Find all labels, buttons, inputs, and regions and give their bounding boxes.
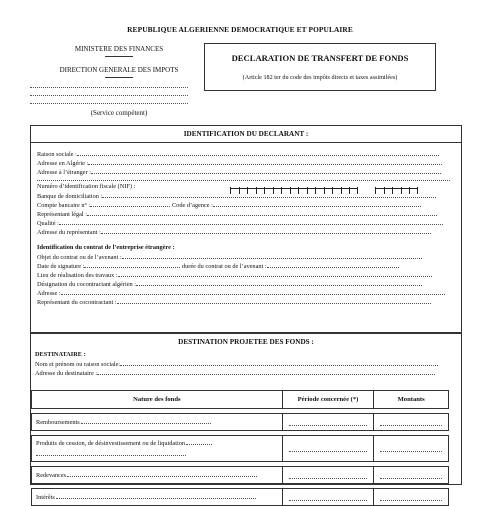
lieu-field[interactable] (118, 271, 432, 277)
date-signature-field[interactable] (84, 262, 180, 268)
objet-field[interactable] (122, 253, 422, 259)
adresse-representant-field[interactable] (101, 228, 431, 234)
compte-field[interactable] (90, 201, 170, 207)
address-line-1[interactable] (30, 87, 188, 88)
lieu-label: Lieu de réalisation des travaux : (37, 272, 118, 279)
adresse-cocontractant-row[interactable] (37, 289, 445, 298)
montant-field[interactable] (380, 419, 442, 426)
nif-boxes-main[interactable] (230, 181, 358, 189)
header-montants: Montants (374, 391, 449, 409)
title-box (204, 43, 436, 91)
adresse-cocontractant-label: Adresse : (37, 290, 61, 297)
row-label: Remboursements (36, 419, 80, 426)
republic-heading: REPUBLIQUE ALGERIENNE DEMOCRATIQUE ET POPULAIRE (127, 25, 353, 34)
adresse-representant-row[interactable] (37, 228, 431, 237)
table-row (32, 414, 449, 431)
destination-heading: DESTINATION PROJETEE DES FONDS : (178, 338, 314, 346)
adresse-destinataire-field[interactable] (97, 369, 435, 375)
nom-row[interactable] (35, 360, 438, 369)
identification-heading: IDENTIFICATION DU DECLARANT : (183, 130, 309, 138)
nom-field[interactable] (120, 360, 438, 366)
contrat-heading: Identification du contrat de l’entreprise étrangère : (37, 244, 175, 251)
adresse-algerie-label: Adresse en Algérie : (37, 160, 89, 167)
adresse-algerie-field[interactable] (88, 159, 442, 165)
address-line-3[interactable] (30, 103, 188, 104)
date-signature-label: Date de signature : (37, 263, 85, 270)
nif-boxes-suffix[interactable] (375, 181, 418, 189)
adresse-destinataire-row[interactable] (35, 369, 435, 378)
adresse-algerie-row[interactable] (37, 159, 442, 168)
header-nature: Nature des fonds (32, 391, 283, 409)
table-row (32, 489, 449, 506)
representant-cocontractant-row[interactable] (37, 298, 431, 307)
direction-rule (105, 77, 133, 78)
adresse-representant-label: Adresse du représentant : (37, 229, 101, 236)
nif-row (37, 183, 135, 191)
periode-field[interactable] (289, 472, 368, 479)
objet-row[interactable] (37, 253, 422, 262)
representant-field[interactable] (87, 210, 437, 216)
designation-label: Désignation du cocontractant algérien : (37, 281, 136, 288)
table-row (32, 436, 449, 462)
direction-label: DIRECTION GENERALE DES IMPOTS (59, 66, 179, 74)
nom-label: Nom et prénom ou raison sociale: (35, 361, 121, 368)
header-periode: Période concernée (*) (282, 391, 374, 409)
adresse-etranger-label: Adresse à l’étranger : (37, 169, 92, 176)
table-row (32, 467, 449, 484)
representant-cocontractant-field[interactable] (117, 298, 431, 304)
service-label: (Service compétent) (90, 109, 148, 117)
designation-row[interactable] (37, 280, 422, 289)
representant-cocontractant-label: Représentant du cocontractant : (37, 299, 117, 306)
raison-sociale-label: Raison sociale : (37, 151, 77, 158)
adresse-cocontractant-field[interactable] (61, 289, 445, 295)
duree-field[interactable] (267, 262, 399, 268)
duree-label: durée du contrat ou de l’avenant : (181, 263, 267, 270)
designation-field[interactable] (136, 280, 422, 286)
objet-label: Objet du contrat ou de l’avenant : (37, 254, 122, 261)
document-subtitle: (Article 182 ter du code des impôts directs et taxes assimilées) (242, 74, 398, 81)
funds-table (31, 390, 449, 506)
periode-field[interactable] (289, 419, 368, 426)
row-label: Redevances (36, 472, 67, 479)
ministry-label: MINISTERE DES FINANCES (74, 45, 164, 53)
qualite-label: Qualité : (37, 220, 59, 227)
banque-field[interactable] (102, 192, 436, 198)
compte-label: Compte bancaire n° : (37, 202, 91, 209)
raison-sociale-field[interactable] (77, 150, 439, 156)
address-line-2[interactable] (30, 95, 188, 96)
raison-sociale-row[interactable] (37, 150, 439, 159)
representant-label: Représentant légal : (37, 211, 88, 218)
periode-field[interactable] (289, 494, 368, 501)
periode-field[interactable] (289, 445, 368, 452)
montant-field[interactable] (380, 445, 442, 452)
qualite-field[interactable] (59, 219, 443, 225)
funds-table-header (32, 391, 449, 409)
code-agence-label: Code d’agence : (171, 202, 213, 209)
lieu-row[interactable] (37, 271, 432, 280)
ministry-rule (105, 56, 133, 57)
banque-label: Banque de domiciliation : (37, 193, 103, 200)
document-title: DECLARATION DE TRANSFERT DE FONDS (231, 53, 409, 63)
adresse-destinataire-label: Adresse du destinataire : (35, 370, 98, 377)
banque-row[interactable] (37, 192, 436, 201)
montant-field[interactable] (380, 472, 442, 479)
destinataire-heading: DESTINATAIRE : (35, 351, 86, 358)
qualite-row[interactable] (37, 219, 443, 228)
nif-label: Numéro d’identification fiscale (NIF) : (37, 183, 136, 190)
code-agence-field[interactable] (213, 201, 421, 207)
montant-field[interactable] (380, 494, 442, 501)
representant-row[interactable] (37, 210, 437, 219)
row-label: Intérêts (36, 494, 55, 501)
date-signature-row[interactable] (37, 262, 399, 271)
adresse-etranger-field[interactable] (91, 168, 441, 174)
row-label: Produits de cession, de désinvestissement ou de liquidation (36, 440, 186, 447)
compte-row[interactable] (37, 201, 421, 210)
